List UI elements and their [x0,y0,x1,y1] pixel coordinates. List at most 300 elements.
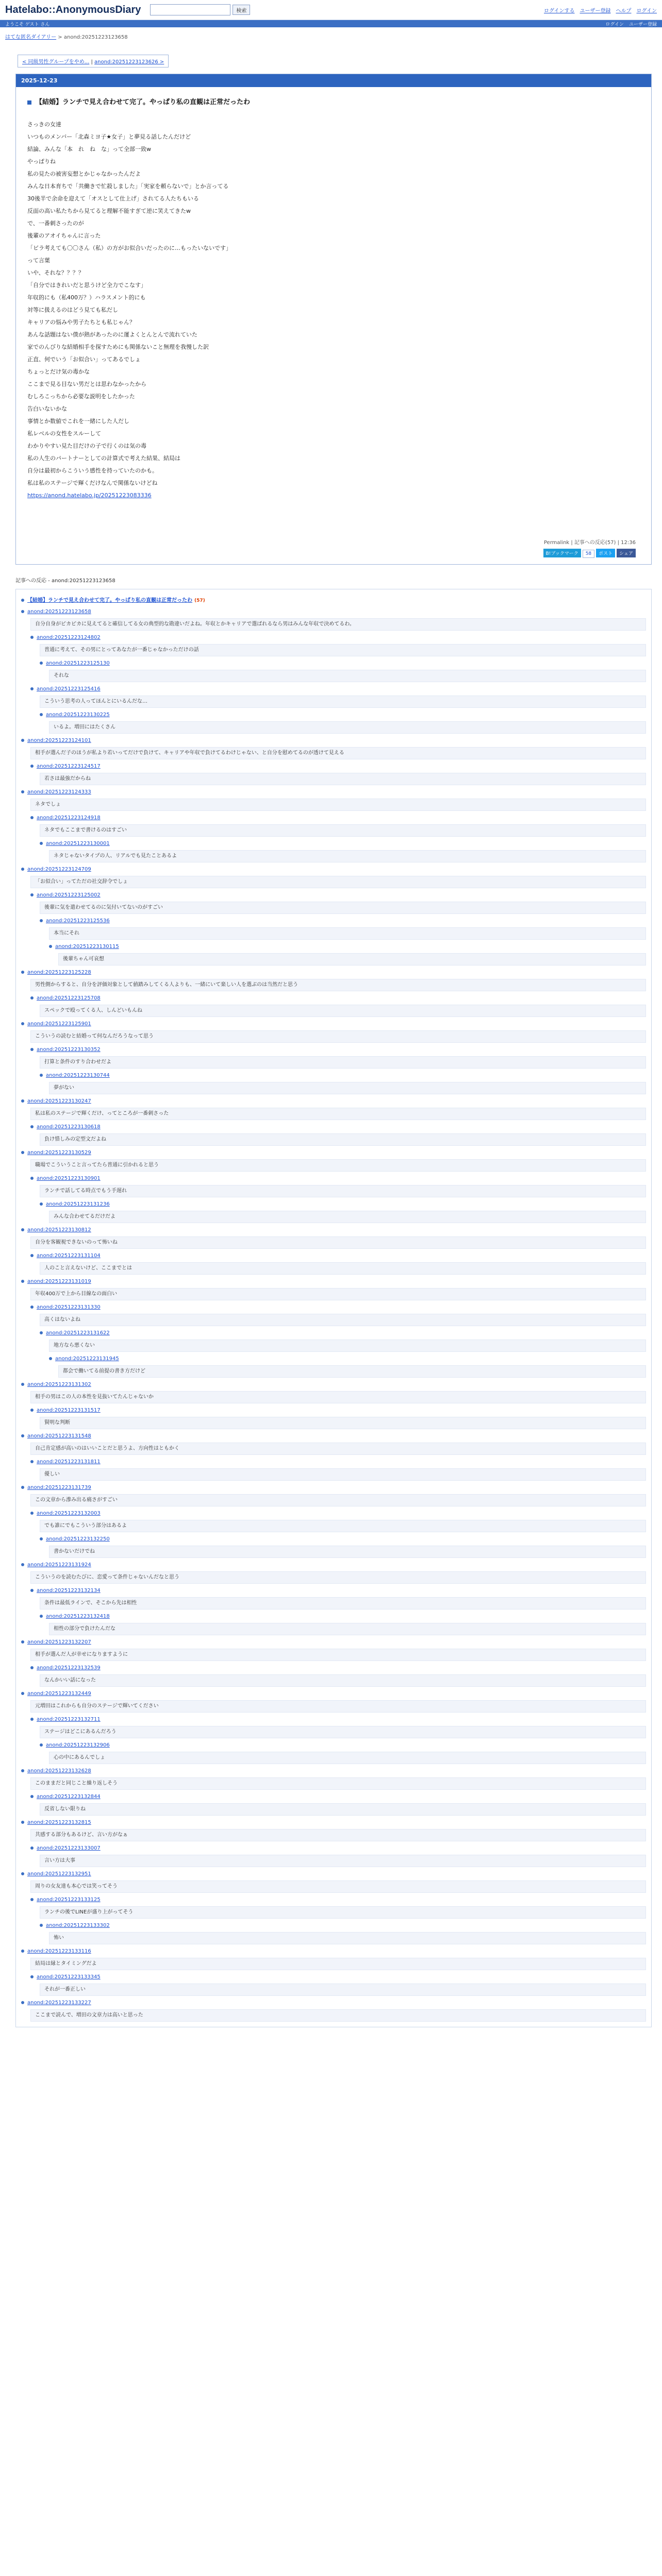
response-item [21,737,646,759]
entry-line: 反面の高い私たちから見てると理解不能すぎて逆に笑えてきたw [27,208,191,214]
bullet-icon [40,1202,43,1206]
bullet-icon [30,893,34,896]
response-header [30,1303,646,1312]
response-item [30,1252,646,1275]
response-header [30,1406,646,1415]
response-link[interactable]: anond:20251223130001 [46,841,110,846]
bullet-icon [21,1769,24,1772]
response-link[interactable]: anond:20251223132003 [37,1511,101,1516]
response-text: 自己肯定感が高いのはいいことだと思うよ、方向性はともかく [30,1443,646,1455]
bullet-icon [30,1177,34,1180]
response-link[interactable]: anond:20251223130618 [37,1124,101,1130]
bullet-icon [49,945,52,948]
bullet-icon [40,1331,43,1334]
source-link[interactable]: https://anond.hatelabo.jp/20251223083336 [27,492,152,499]
bullet-icon [21,610,24,613]
response-link[interactable]: anond:20251223131330 [37,1304,101,1310]
response-header [21,1097,646,1106]
entry-line: 対等に扱えるのはどう見ても私だし [27,307,118,313]
response-item [40,840,646,862]
bullet-icon [49,1357,52,1360]
response-link[interactable]: anond:20251223132207 [27,1639,91,1645]
bullet-icon [30,765,34,768]
response-header [21,1819,646,1827]
response-item [30,1175,646,1197]
response-item [21,1149,646,1172]
response-text: でも誰にでもこういう部分はあるよ [40,1520,646,1532]
top-link-1[interactable]: ユーザー登録 [580,8,611,14]
response-text: 言い方は大事 [40,1855,646,1867]
entry-line: キャリアの悩みや男子たちとも私じゃん？ [27,319,135,326]
entry-line: みんな日本育ちで「共働きで忙殺しました」「実家を頼らないで」とか言ってる [27,183,229,190]
response-link[interactable]: anond:20251223133345 [37,1974,101,1980]
bullet-icon [40,919,43,922]
entry-title-text: 【結婚】ランチで見え合わせて完了。やっぱり私の直観は正常だったわ [36,98,251,106]
response-item [30,1973,646,1996]
response-item [30,891,646,914]
response-text: 年収400万で上から目線なの面白い [30,1288,646,1300]
breadcrumb [5,32,662,40]
response-link[interactable]: anond:20251223130744 [46,1073,110,1078]
response-text: 本当にそれ [49,927,646,940]
response-item [30,685,646,708]
response-header [21,1226,646,1234]
bullet-icon [40,713,43,716]
response-link[interactable]: anond:20251223131622 [46,1330,110,1336]
entry-date: 2025-12-23 [16,74,651,87]
response-text: 怖い [49,1932,646,1944]
entry-line: 私の人生のパートナーとしての計算式で考えた結果、結局は [27,455,180,462]
response-link[interactable]: anond:20251223132539 [37,1665,101,1671]
response-text: みんな合わせてるだけだよ [49,1211,646,1223]
response-link[interactable]: anond:20251223125002 [37,892,101,898]
response-link[interactable]: anond:20251223133116 [27,1948,91,1954]
response-header [30,1973,646,1981]
response-link[interactable]: anond:20251223131104 [37,1253,101,1259]
entry-line: さっきの女達 [27,121,61,128]
response-header [30,891,646,900]
response-header [21,1638,646,1647]
response-header [40,1613,646,1621]
response-header [30,1896,646,1904]
bullet-icon [30,1795,34,1798]
response-text: 後輩ちゃん可哀想 [58,953,646,965]
response-item [21,1432,646,1455]
entry-line: あんな話題はない僕が熱があったのに運よくとんとんで流れていた [27,331,197,338]
bullet-icon [30,1512,34,1515]
response-link[interactable]: anond:20251223133227 [27,2000,91,2006]
response-item [21,1278,646,1300]
bullet-icon [21,790,24,793]
sub-link-login[interactable]: ログイン [605,22,624,27]
response-link[interactable]: anond:20251223125130 [46,660,110,666]
response-item [21,608,646,631]
entry-footer: Permalink | 記事への反応(57) | 12:36 [543,540,636,546]
entry-line: いや、それな？？？？ [27,269,84,276]
bullet-icon [21,1486,24,1489]
response-text: ネタでしょ [30,799,646,811]
response-text: 地方なら悪くない [49,1340,646,1352]
response-item [40,917,646,940]
response-tree [15,589,652,2027]
response-text: 共感する部分もあるけど、言い方がなぁ [30,1829,646,1841]
response-link[interactable]: anond:20251223125536 [46,918,110,924]
bullet-icon [21,1228,24,1231]
response-text: 私は私のステージで輝くだけ、ってところが一番刺さった [30,1108,646,1120]
entry-line: 正直、何でいう「お似合い」ってあるでしょ [27,356,141,363]
response-text: 男性側からすると、自分を評価対象として値踏みしてくる人よりも、一緒にいて楽しい人を選ぶのは当然だと思う [30,979,646,991]
response-link[interactable]: anond:20251223124918 [37,815,101,821]
response-item [30,1587,646,1609]
bullet-icon [30,1409,34,1412]
entry-line: 私レベルの女性をスルーして [27,430,101,437]
site-logo[interactable]: Hatelabo::AnonymousDiary [5,4,141,15]
response-header [40,917,646,925]
response-header [21,1432,646,1440]
response-link[interactable]: anond:20251223130901 [37,1176,101,1181]
response-header [30,1664,646,1672]
bookmark-count[interactable]: 58 [583,550,594,558]
response-link[interactable]: anond:20251223132951 [27,1871,91,1877]
response-header [30,634,646,642]
response-item [40,1922,646,1944]
response-header [30,1252,646,1260]
response-item [21,1097,646,1120]
response-link[interactable]: anond:20251223132449 [27,1691,91,1697]
response-item [40,1535,646,1558]
bullet-icon [30,1666,34,1669]
bullet-icon [21,1434,24,1437]
response-text: 普通に考えて、その男にとってあなたが一番じゃなかっただけの話 [40,644,646,656]
response-item [30,1664,646,1687]
response-text: それな [49,670,646,682]
response-link[interactable]: anond:20251223133125 [37,1897,101,1903]
response-link[interactable]: 【結婚】ランチで見え合わせて完了。やっぱり私の直観は正常だったわ [27,598,192,603]
response-text: 後輩に気を遣わせてるのに気付いてないのがすごい [40,902,646,914]
response-text: ステージはどこにあるんだろう [40,1726,646,1738]
title-square-icon [27,100,31,105]
breadcrumb-sep: > [56,35,64,40]
response-item [30,1123,646,1146]
breadcrumb-current: anond:20251223123658 [63,35,128,40]
response-header [30,1844,646,1853]
response-link[interactable]: anond:20251223130352 [37,1047,101,1053]
response-link[interactable]: anond:20251223125708 [37,995,101,1001]
top-links [544,6,657,14]
facebook-share-button[interactable]: シェア [617,549,636,557]
response-text: この文章から滲み出る痛さがすごい [30,1494,646,1506]
response-item [21,788,646,811]
response-text: 打算と条件のすり合わせだよ [40,1056,646,1069]
response-text: 相手が選んだ子のほうが私より若いってだけで負けて、キャリアや年収で負けてるわけじゃない、と自分を慰めてるのが透けて見える [30,747,646,759]
entry-line: やっぱりね [27,158,56,165]
response-header [21,597,646,605]
entry-line: で、一番刺さったのが [27,220,84,227]
bullet-icon [21,1563,24,1566]
entry-line: ここまで見る目ない男だとは思わなかったから [27,381,146,387]
response-text: 人のこと言えないけど、ここまでとは [40,1262,646,1275]
response-link[interactable]: anond:20251223124101 [27,738,91,743]
response-header [40,1922,646,1930]
bullet-icon [30,1898,34,1901]
prev-entry-link[interactable]: < 同級男性グループをやめ... [22,59,90,65]
entry-body [27,118,636,502]
hatena-bookmark-button[interactable]: B!ブックマーク [543,549,581,557]
bullet-icon [30,1460,34,1463]
response-link[interactable]: anond:20251223124802 [37,635,101,640]
welcome-text: ようこそ ゲスト さん [5,22,50,27]
response-link[interactable]: anond:20251223130225 [46,712,110,718]
response-link[interactable]: anond:20251223131548 [27,1433,91,1439]
response-link[interactable]: anond:20251223130115 [55,944,119,950]
response-link[interactable]: anond:20251223125901 [27,1021,91,1027]
bullet-icon [40,1924,43,1927]
bullet-icon [21,1280,24,1283]
response-header [30,762,646,771]
response-header [21,1947,646,1956]
response-header [30,685,646,693]
response-text: スペックで殴ってくる人、しんどいもんね [40,1005,646,1017]
top-link-2[interactable]: ヘルプ [616,8,632,14]
response-link[interactable]: anond:20251223132906 [46,1742,110,1748]
response-link[interactable]: anond:20251223131924 [27,1562,91,1568]
response-text: 「お似合い」ってただの社交辞令でしょ [30,876,646,888]
response-header [21,1690,646,1698]
response-item [40,659,646,682]
bullet-icon [21,868,24,871]
bullet-icon [30,996,34,999]
responses-heading: 記事への反応 - anond:20251223123658 [15,578,115,584]
response-item [30,1844,646,1867]
response-link[interactable]: anond:20251223132418 [46,1614,110,1619]
bullet-icon [21,739,24,742]
response-header [21,1870,646,1878]
bullet-icon [21,1872,24,1875]
entry-nav [18,55,169,67]
response-header [30,1793,646,1801]
response-item [49,1355,646,1378]
response-item [21,1819,646,1841]
bullet-icon [40,1074,43,1077]
entry-title[interactable] [27,96,636,106]
entry-line: 後輩のアオイちゃんに言った [27,232,101,239]
entry-line: 告白いないかな [27,405,67,412]
response-text: それが一番正しい [40,1984,646,1996]
response-link[interactable]: anond:20251223131019 [27,1279,91,1284]
response-link[interactable]: anond:20251223124517 [37,764,101,769]
entry-line: 年収的にも（私400万？）ハラスメント的にも [27,294,146,301]
response-header [30,1587,646,1595]
response-text: 自分を客観視できないのって怖いね [30,1236,646,1249]
response-item [30,762,646,785]
breadcrumb-home[interactable]: はてな匿名ダイアリー [5,35,57,40]
response-item [30,1046,646,1069]
response-header [30,1716,646,1724]
response-link[interactable]: anond:20251223132628 [27,1768,91,1774]
response-text: ネタじゃないタイプの人、リアルでも見たことあるよ [49,850,646,862]
response-item [40,1072,646,1094]
response-text: 優しい [40,1468,646,1481]
response-text: 夢がない [49,1082,646,1094]
response-item [40,711,646,734]
response-header [21,1278,646,1286]
main-entry [15,74,652,565]
response-item [30,634,646,656]
response-text: 元増田はこれからも自分のステージで輝いてください [30,1700,646,1713]
response-link[interactable]: anond:20251223125228 [27,970,91,975]
bullet-icon [30,1125,34,1128]
response-link[interactable]: anond:20251223133302 [46,1923,110,1928]
response-link[interactable]: anond:20251223123658 [27,609,91,615]
response-item [30,814,646,837]
entry-line: 私の見たの被害妄想とかじゃなかったんだよ [27,171,141,177]
bullet-icon [40,1537,43,1540]
response-header [30,1458,646,1466]
bullet-icon [30,687,34,690]
entry-line: 「ビラ考えても〇〇さん（私）の方がお似合いだったのに…もったいないです」 [27,245,231,251]
response-header [40,1072,646,1080]
response-header [21,866,646,874]
bullet-icon [30,1306,34,1309]
response-header [30,814,646,822]
response-text: 条件は最低ラインで、そこから先は相性 [40,1597,646,1609]
response-item [30,1303,646,1326]
response-header [21,969,646,977]
bullet-icon [21,2001,24,2004]
response-text: 賢明な判断 [40,1417,646,1429]
response-item [30,1793,646,1816]
entry-line: いつものメンバー「北森ミヨ子★女子」と夢見る話したんだけど [27,133,191,140]
response-text: こういう思考の人ってほんとにいるんだな… [40,696,646,708]
response-header [21,788,646,796]
response-header [30,1175,646,1183]
entry-line: 自分は最初からこういう感性を持っていたのかも。 [27,467,158,474]
response-header [49,943,646,951]
response-text: 周りの女友達も本心では笑ってそう [30,1880,646,1893]
response-text: 高くはないよね [40,1314,646,1326]
top-bar [0,0,662,20]
entry-line: ちょっとだけ気の毒かな [27,368,90,375]
response-link[interactable]: anond:20251223124333 [27,789,91,795]
response-item [49,943,646,965]
response-header [21,1149,646,1157]
response-text: 若さは最強だからね [40,773,646,785]
response-item [21,1767,646,1790]
response-link[interactable]: anond:20251223132815 [27,1820,91,1825]
response-item [21,1484,646,1506]
response-text: いるよ。増田にはたくさん [49,721,646,734]
nav-sep: | [89,59,95,65]
search-button[interactable]: 検索 [233,5,250,15]
response-header [40,659,646,668]
response-link[interactable]: anond:20251223131517 [37,1408,101,1413]
sub-link-register[interactable]: ユーザー登録 [628,22,657,27]
bullet-icon [30,1589,34,1592]
response-text: こういうの読むと結婚って何なんだろうなって思う [30,1030,646,1043]
response-item [30,994,646,1017]
response-header [21,608,646,616]
response-header [40,711,646,719]
response-link[interactable]: anond:20251223133007 [37,1845,101,1851]
entry-line: って言葉 [27,257,50,264]
response-link[interactable]: anond:20251223131739 [27,1485,91,1490]
response-link[interactable]: anond:20251223130247 [27,1098,91,1104]
bullet-icon [21,1640,24,1643]
response-text: 反省しない限りね [40,1803,646,1816]
response-link[interactable]: anond:20251223131811 [37,1459,101,1465]
response-link[interactable]: anond:20251223130529 [27,1150,91,1156]
response-link[interactable]: anond:20251223131945 [55,1356,119,1362]
response-text: 相手の男はこの人の本性を見抜いてたんじゃないか [30,1391,646,1403]
response-header [21,1381,646,1389]
response-link[interactable]: anond:20251223124709 [27,867,91,872]
response-header [21,1767,646,1775]
bullet-icon [30,1048,34,1051]
response-header [40,1329,646,1337]
response-item [21,1020,646,1043]
response-text: 都会で働いてる前提の書き方だけど [58,1365,646,1378]
response-item [21,1226,646,1249]
response-text: 負け惜しみの定型文だよね [40,1133,646,1146]
response-link[interactable]: anond:20251223131236 [46,1201,110,1207]
bullet-icon [30,1846,34,1850]
bullet-icon [21,1692,24,1695]
response-item [21,1947,646,1970]
response-header [30,994,646,1003]
entry-line: わかりやすい見た目だけの子で行くのは気の毒 [27,443,146,449]
response-text: ネタでもここまで書けるのはすごい [40,824,646,837]
response-text: 自分自身がピカピカに見えてると確信してる女の典型的な勘違いだよね。年収とかキャリアで選ばれるなら男はみんな年収で決めてるわ。 [30,618,646,631]
top-link-0[interactable]: ログインする [544,8,575,14]
response-count-badge: (57) [194,598,205,603]
response-link[interactable]: anond:20251223132844 [37,1794,101,1800]
response-header [49,1355,646,1363]
next-entry-link[interactable]: anond:20251223123626 > [94,59,164,65]
response-link[interactable]: anond:20251223132711 [37,1717,101,1722]
response-text: 結局は縁とタイミングだよ [30,1958,646,1970]
response-link[interactable]: anond:20251223125416 [37,686,101,692]
response-text: このままだと同じこと繰り返しそう [30,1777,646,1790]
response-header [21,737,646,745]
bullet-icon [21,1151,24,1154]
tweet-button[interactable]: ポスト [596,549,615,557]
bullet-icon [21,599,24,602]
response-link[interactable]: anond:20251223130812 [27,1227,91,1233]
bullet-icon [21,1950,24,1953]
response-item [30,1716,646,1738]
response-text: 相性の部分で負けたんだな [49,1623,646,1635]
bullet-icon [40,842,43,845]
response-header [40,840,646,848]
response-link[interactable]: anond:20251223132134 [37,1588,101,1594]
entry-line: むしろこっちから必要な説明をしたかった [27,393,135,400]
bullet-icon [30,1254,34,1257]
bullet-icon [30,636,34,639]
response-item [40,1741,646,1764]
bullet-icon [40,662,43,665]
response-header [21,1484,646,1492]
response-header [30,1510,646,1518]
response-header [40,1741,646,1750]
sub-bar [0,20,662,27]
response-header [30,1123,646,1131]
search-input[interactable] [150,4,230,15]
response-link[interactable]: anond:20251223131302 [27,1382,91,1387]
response-link[interactable]: anond:20251223132250 [46,1536,110,1542]
top-link-3[interactable]: ログイン [636,8,657,14]
entry-line: 私は私のステージで輝くだけなんで関係ないけどね [27,480,158,486]
bullet-icon [21,1383,24,1386]
